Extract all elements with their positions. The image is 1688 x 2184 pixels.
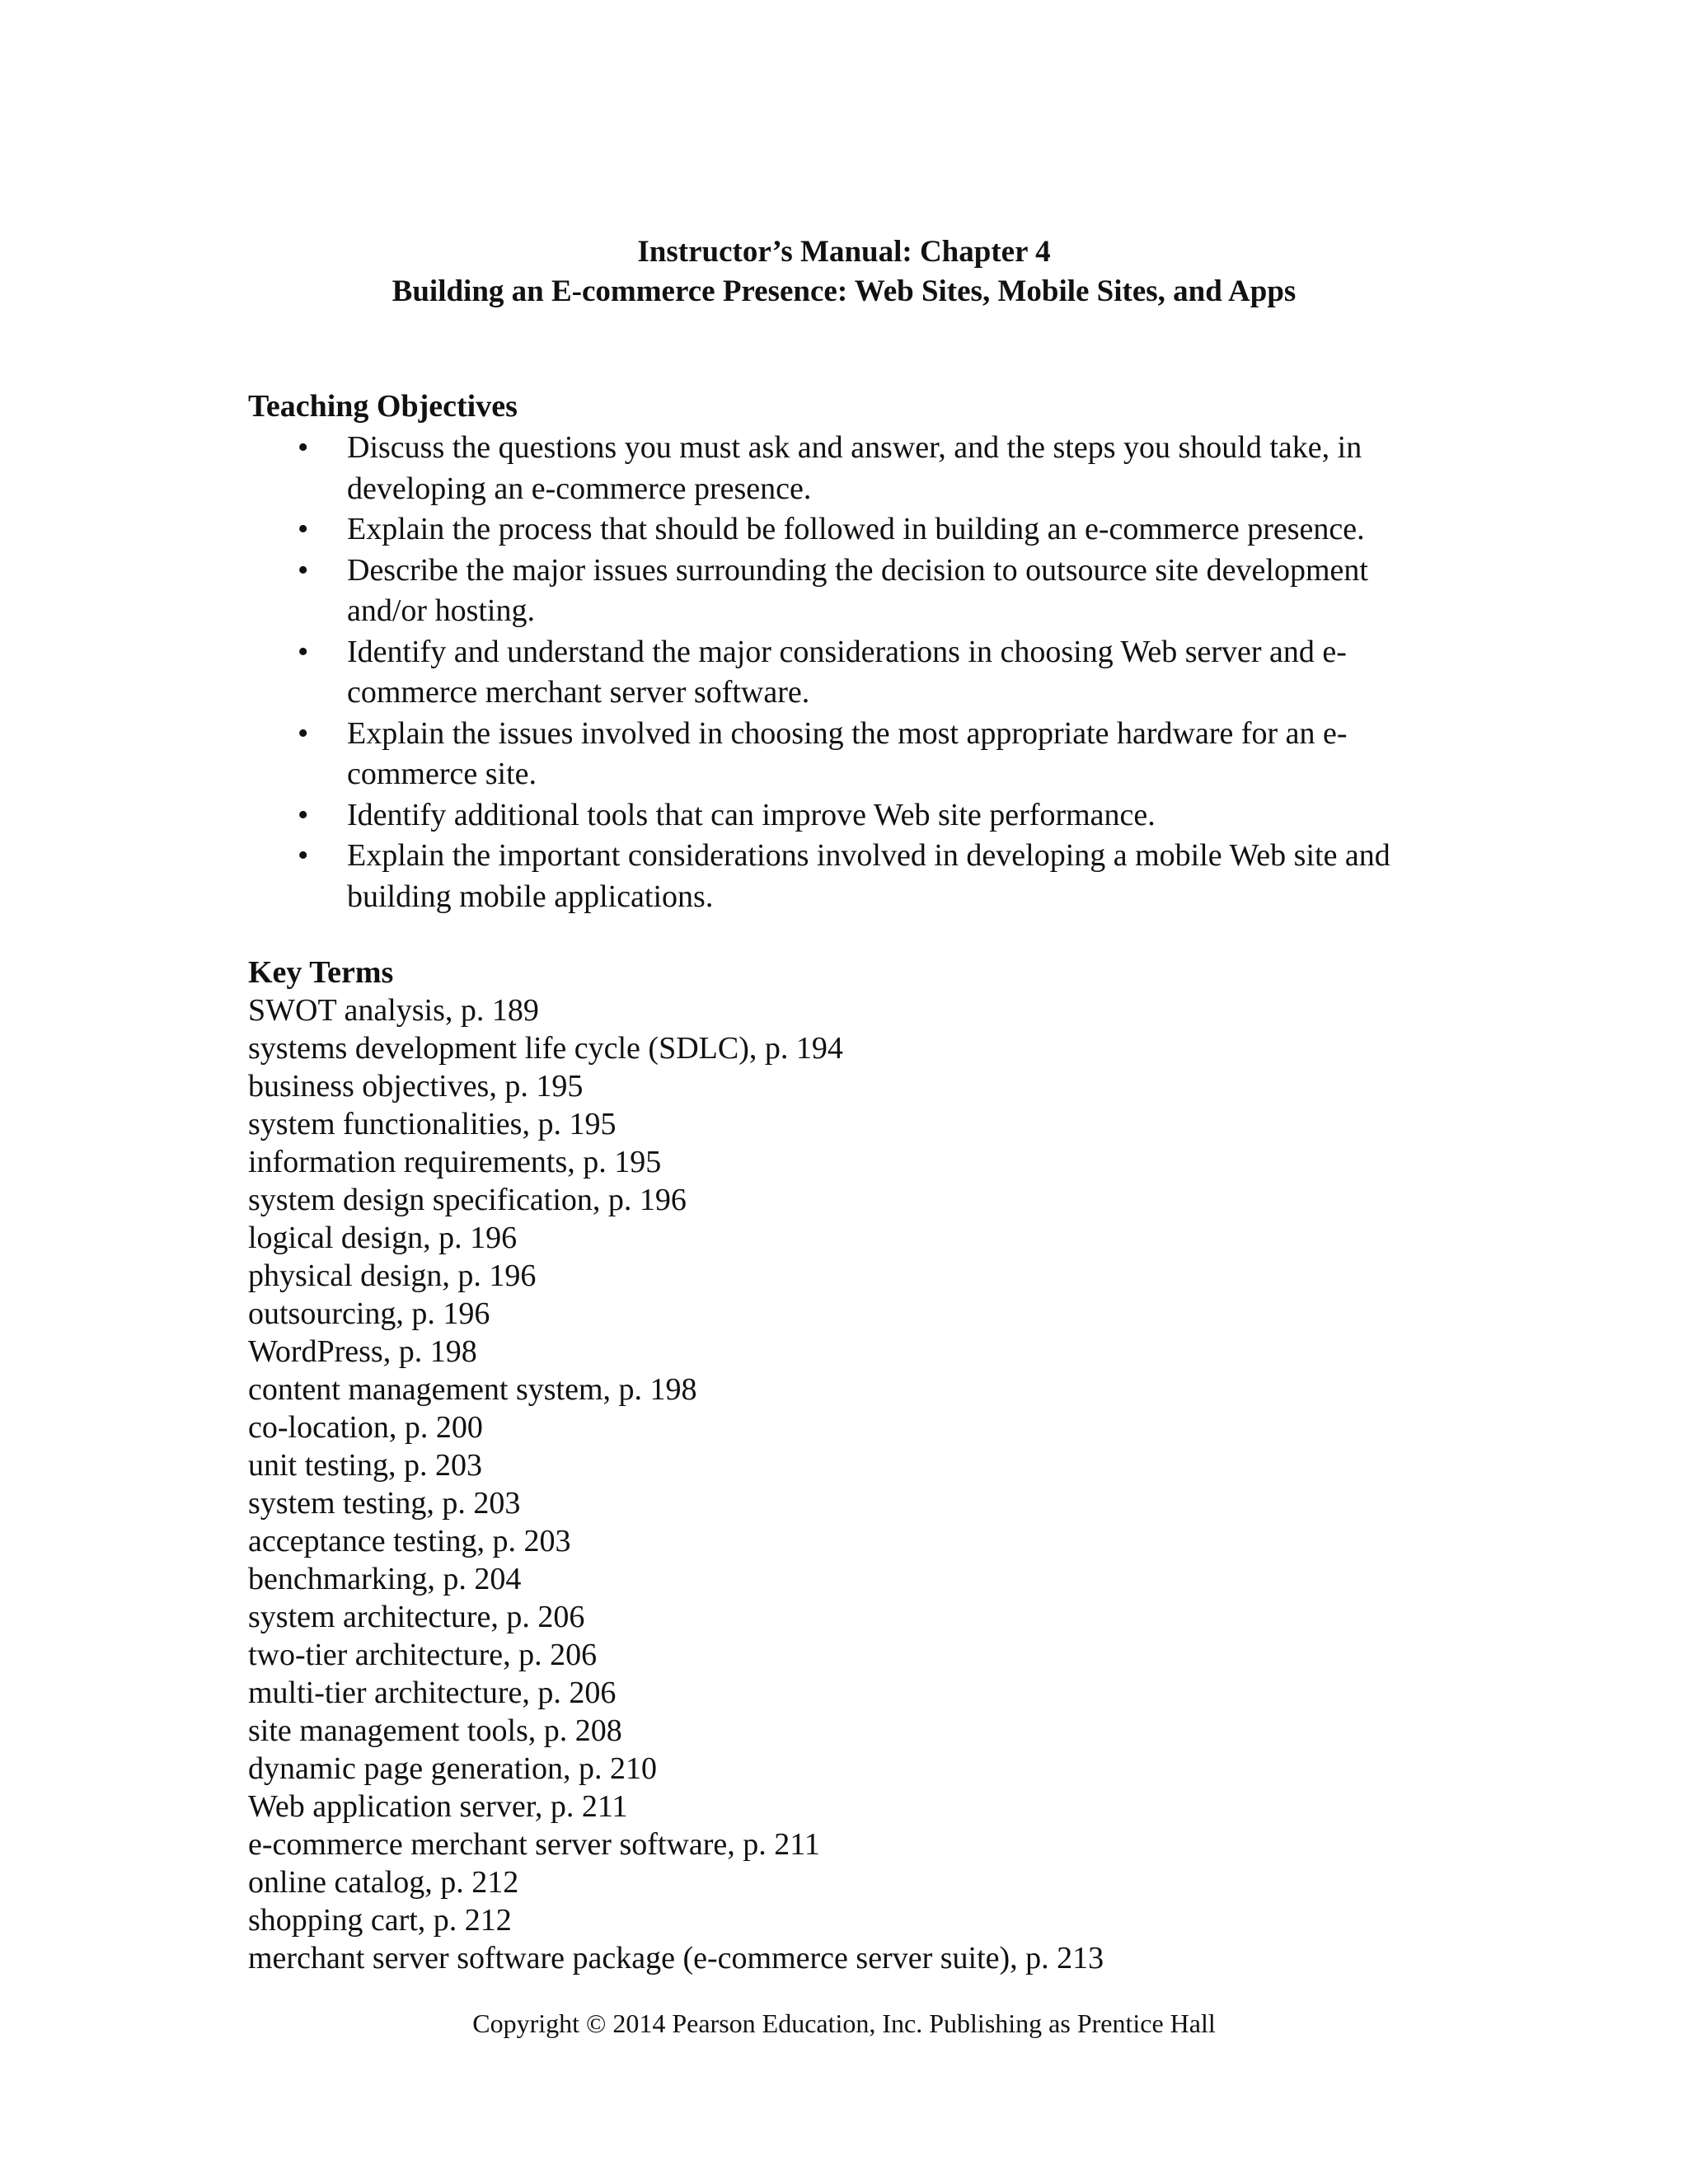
key-term: WordPress, p. 198 <box>248 1334 477 1369</box>
teaching-objectives-heading: Teaching Objectives <box>248 389 518 424</box>
objective-text: Discuss the questions you must ask and answer, and the steps you should take, in developing an e-commerce presence. <box>347 430 1362 506</box>
objective-text: Identify additional tools that can improve Web site performance. <box>347 797 1156 832</box>
objective-item <box>248 509 1451 551</box>
objective-text: Explain the important considerations involved in developing a mobile Web site and building mobile applications. <box>347 838 1390 914</box>
objective-item <box>248 551 1451 632</box>
key-term: shopping cart, p. 212 <box>248 1903 512 1938</box>
document-subtitle: Building an E-commerce Presence: Web Sites, Mobile Sites, and Apps <box>392 274 1296 308</box>
objective-item <box>248 428 1451 509</box>
objective-item <box>248 795 1451 837</box>
objective-item <box>248 714 1451 795</box>
key-term: co-location, p. 200 <box>248 1410 483 1445</box>
key-term: content management system, p. 198 <box>248 1372 697 1407</box>
objective-text: Explain the process that should be followed in building an e-commerce presence. <box>347 512 1365 546</box>
bullet-icon: • <box>298 838 309 873</box>
key-term: system functionalities, p. 195 <box>248 1107 617 1141</box>
key-term: Web application server, p. 211 <box>248 1789 628 1824</box>
key-term: system design specification, p. 196 <box>248 1183 687 1217</box>
key-term: logical design, p. 196 <box>248 1221 518 1255</box>
key-term: online catalog, p. 212 <box>248 1865 519 1900</box>
key-terms-list <box>248 991 1104 1977</box>
key-term: e-commerce merchant server software, p. 211 <box>248 1827 820 1862</box>
key-term: benchmarking, p. 204 <box>248 1562 522 1596</box>
key-term: merchant server software package (e-commerce server suite), p. 213 <box>248 1941 1104 1975</box>
key-term: information requirements, p. 195 <box>248 1145 662 1179</box>
key-term: site management tools, p. 208 <box>248 1713 622 1748</box>
document-title: Instructor’s Manual: Chapter 4 <box>637 235 1051 269</box>
teaching-objectives-list <box>248 428 1451 917</box>
key-term: unit testing, p. 203 <box>248 1448 482 1483</box>
objective-item <box>248 836 1451 917</box>
key-term: systems development life cycle (SDLC), p. 194 <box>248 1031 843 1066</box>
key-term: physical design, p. 196 <box>248 1258 537 1293</box>
key-term: dynamic page generation, p. 210 <box>248 1751 657 1786</box>
bullet-icon: • <box>298 634 309 669</box>
bullet-icon: • <box>298 430 309 465</box>
objective-text: Explain the issues involved in choosing the most appropriate hardware for an e-commerce site. <box>347 715 1348 791</box>
key-term: two-tier architecture, p. 206 <box>248 1638 598 1672</box>
key-terms-heading: Key Terms <box>248 955 394 990</box>
key-term: multi-tier architecture, p. 206 <box>248 1675 617 1710</box>
bullet-icon: • <box>298 715 309 751</box>
bullet-icon: • <box>298 552 309 588</box>
key-term: acceptance testing, p. 203 <box>248 1524 571 1558</box>
bullet-icon: • <box>298 512 309 546</box>
key-term: outsourcing, p. 196 <box>248 1296 490 1331</box>
document-header <box>0 232 1688 312</box>
objective-text: Describe the major issues surrounding the decision to outsource site development and/or hosting. <box>347 552 1368 628</box>
key-term: SWOT analysis, p. 189 <box>248 993 539 1028</box>
key-term: system testing, p. 203 <box>248 1486 521 1521</box>
copyright-footer: Copyright © 2014 Pearson Education, Inc. Publishing as Prentice Hall <box>472 2008 1216 2038</box>
objective-text: Identify and understand the major considerations in choosing Web server and e-commerce merchant server software. <box>347 634 1347 710</box>
key-term: business objectives, p. 195 <box>248 1069 584 1104</box>
key-term: system architecture, p. 206 <box>248 1600 585 1634</box>
objective-item <box>248 632 1451 714</box>
bullet-icon: • <box>298 797 309 832</box>
